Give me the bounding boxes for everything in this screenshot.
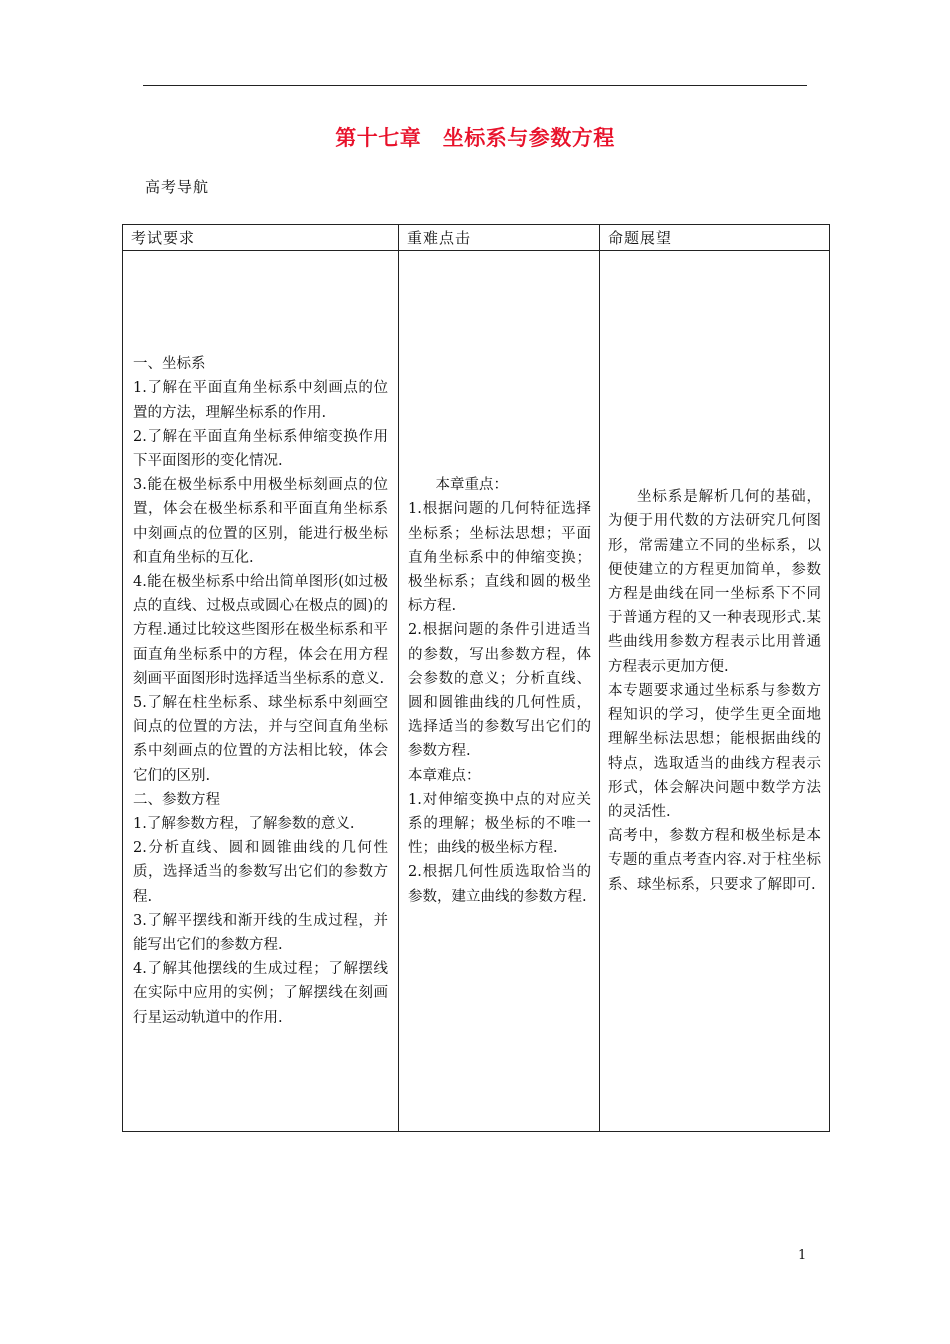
header-outlook: 命题展望 — [600, 225, 830, 251]
requirement-item: 二、参数方程 — [133, 791, 220, 808]
requirement-item: 1.了解参数方程，了解参数的意义. — [133, 816, 355, 833]
difficulty-item: 1.对伸缩变换中点的对应关系的理解；极坐标的不唯一性；曲线的极坐标方程. — [408, 791, 591, 857]
key-points-title: 本章重点： — [435, 477, 509, 494]
page-number: 1 — [798, 1248, 807, 1263]
chapter-title: 第十七章 坐标系与参数方程 — [335, 126, 615, 150]
outlook-cell — [600, 251, 830, 1132]
exam-guide-table — [122, 224, 830, 1132]
difficulties-title: 本章难点： — [408, 767, 481, 784]
exam-requirements-cell — [123, 251, 399, 1132]
difficulty-item: 2.根据几何性质选取恰当的参数，建立曲线的参数方程. — [408, 864, 591, 905]
requirement-item: 一、坐标系 — [133, 356, 206, 373]
requirement-item: 4.能在极坐标系中给出简单图形(如过极点的直线、过极点或圆心在极点的圆)的方程.通过比较这些图形在极坐标系和平面直角坐标系中的方程，体会在用方程刻画平面图形时选择适当坐标系的意义. — [133, 573, 388, 687]
header-rule — [143, 85, 807, 86]
outlook-paragraph: 高考中，参数方程和极坐标是本专题的重点考查内容.对于柱坐标系、球坐标系，只要求了解即可. — [608, 828, 821, 893]
outlook-paragraph: 本专题要求通过坐标系与参数方程知识的学习，使学生更全面地理解坐标法思想；能根据曲线的特点，选取适当的曲线方程表示形式，体会解决问题中数学方法的灵活性. — [608, 682, 821, 820]
requirement-item: 4.了解其他摆线的生成过程；了解摆线在实际中应用的实例；了解摆线在刻画行星运动轨道中的作用. — [133, 961, 388, 1026]
table-body-row — [123, 251, 830, 1132]
requirement-item: 1.了解在平面直角坐标系中刻画点的位置的方法，理解坐标系的作用. — [133, 380, 388, 421]
header-exam-requirements: 考试要求 — [123, 225, 399, 251]
outlook-paragraph: 坐标系是解析几何的基础，为便于用代数的方法研究几何图形，常需建立不同的坐标系，以便使建立的方程更加简单，参数方程是曲线在同一坐标系下不同于普通方程的又一种表现形式.某些曲线用参数方程表示比用普通方程表示更加方便. — [608, 489, 821, 675]
section-label: 高考导航 — [145, 178, 210, 196]
table-header-row — [123, 225, 830, 251]
key-point-item: 2.根据问题的条件引进适当的参数，写出参数方程，体会参数的意义；分析直线、圆和圆锥曲线的几何性质，选择适当的参数写出它们的参数方程. — [408, 622, 591, 760]
requirement-item: 2.分析直线、圆和圆锥曲线的几何性质，选择适当的参数写出它们的参数方程. — [133, 840, 388, 905]
requirement-item: 3.了解平摆线和渐开线的生成过程，并能写出它们的参数方程. — [133, 912, 388, 954]
requirement-item: 3.能在极坐标系中用极坐标刻画点的位置，体会在极坐标系和平面直角坐标系中刻画点的位置的区别，能进行极坐标和直角坐标的互化. — [133, 477, 388, 566]
key-difficulties-cell — [399, 251, 600, 1132]
key-point-item: 1.根据问题的几何特征选择坐标系；坐标法思想；平面直角坐标系中的伸缩变换；极坐标系；直线和圆的极坐标方程. — [408, 501, 591, 615]
requirement-item: 5.了解在柱坐标系、球坐标系中刻画空间点的位置的方法，并与空间直角坐标系中刻画点的位置的方法相比较，体会它们的区别. — [133, 695, 388, 784]
requirement-item: 2.了解在平面直角坐标系伸缩变换作用下平面图形的变化情况. — [133, 428, 388, 469]
header-key-difficulties: 重难点击 — [399, 225, 600, 251]
